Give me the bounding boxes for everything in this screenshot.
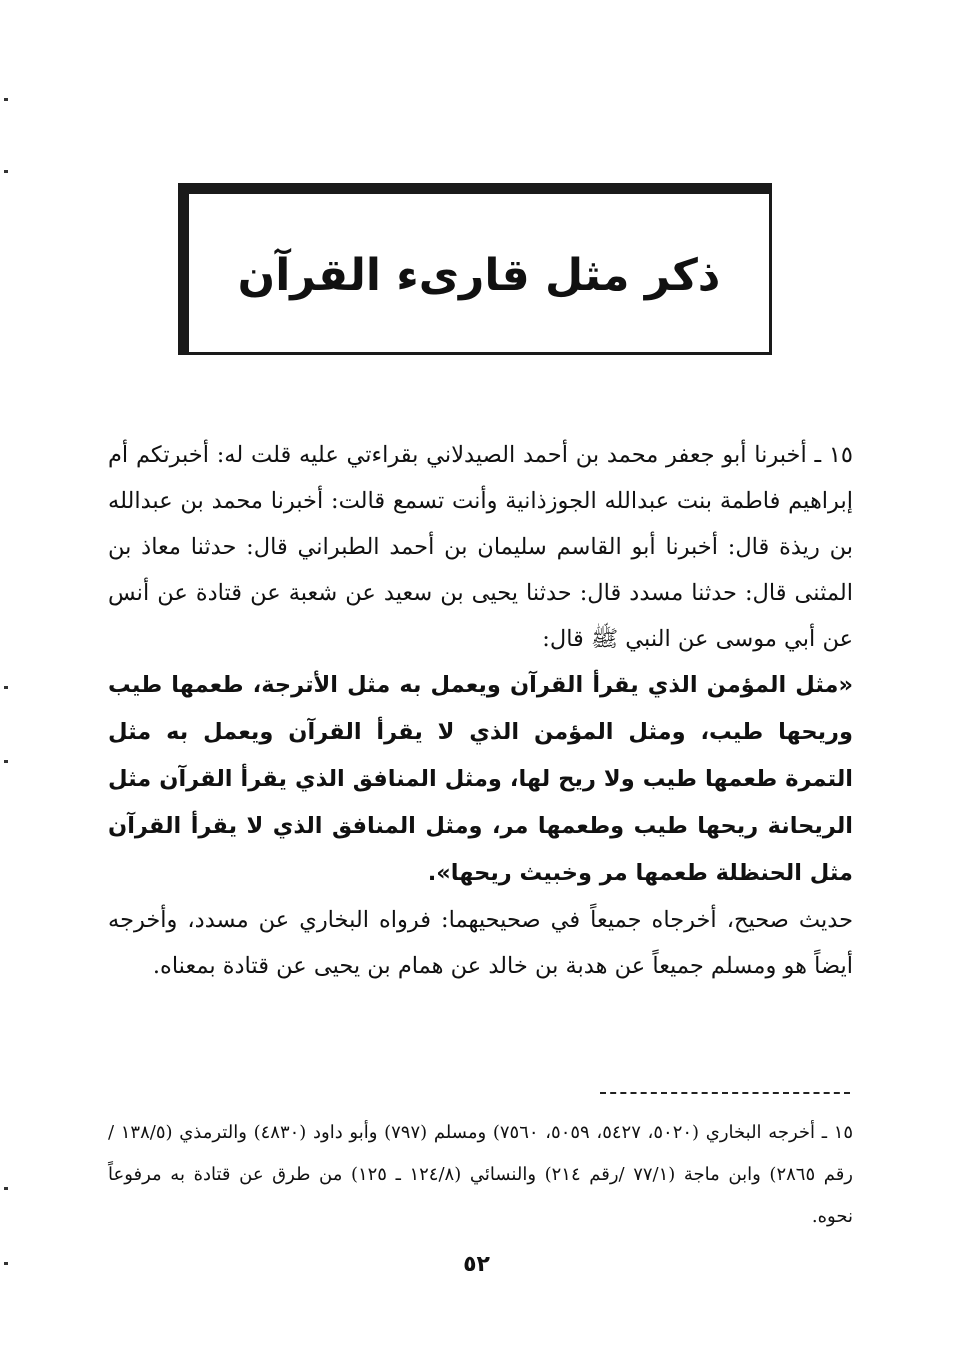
isnad-text: ١٥ ـ أخبرنا أبو جعفر محمد بن أحمد الصيدلاني بقراءتي عليه قلت له: أخبرتكم أم إبراهيم فاطمة بنت عبدالله الجوزذانية وأنت تسمع قالت: أخبرنا محمد بن عبدالله بن ريذة قال: أخبرنا أبو القاسم سليمان بن أحمد الطبراني قال: حدثنا معاذ بن المثنى قال: حدثنا مسدد قال: حدثنا يحيى بن سعيد عن شعبة عن قتادة عن أنس عن أبي موسى عن النبي ﷺ قال: bbox=[108, 442, 853, 652]
isnad-paragraph bbox=[108, 432, 853, 662]
chapter-title: ذكر مثل قارىء القرآن bbox=[237, 249, 721, 301]
hadith-text: «مثل المؤمن الذي يقرأ القرآن ويعمل به مثل الأترجة، طعمها طيب وريحها طيب، ومثل المؤمن الذي لا يقرأ القرآن ويعمل به مثل التمرة طعمها طيب ولا ريح لها، ومثل المنافق الذي يقرأ القرآن مثل الريحانة ريحها طيب وطعمها مر، ومثل المنافق الذي لا يقرأ القرآن مثل الحنظلة طعمها مر وخبيث ريحها». bbox=[108, 672, 853, 886]
scan-mark bbox=[4, 1187, 8, 1190]
scan-mark bbox=[4, 98, 8, 101]
scan-mark bbox=[4, 760, 8, 763]
chapter-title-frame bbox=[178, 183, 772, 355]
footnote bbox=[108, 1112, 853, 1238]
footnote-text: ١٥ ـ أخرجه البخاري (٥٠٢٠، ٥٤٢٧، ٥٠٥٩، ٧٥٦٠) ومسلم (٧٩٧) وأبو داود (٤٨٣٠) والترمذي (١٣٨/٥ /رقم ٢٨٦٥) وابن ماجة (٧٧/١ /رقم ٢١٤) والنسائي (١٢٤/٨ ـ ١٢٥) من طرق عن قتادة به مرفوعاً نحوه. bbox=[108, 1122, 854, 1227]
footnote-separator bbox=[600, 1092, 850, 1094]
scan-mark bbox=[4, 686, 8, 689]
main-text bbox=[108, 432, 853, 989]
grading-paragraph bbox=[108, 897, 853, 989]
page-number: ٥٢ bbox=[463, 1252, 490, 1277]
hadith-paragraph bbox=[108, 662, 853, 897]
scan-mark bbox=[4, 170, 8, 173]
grading-text: حديث صحيح، أخرجاه جميعاً في صحيحيهما: فرواه البخاري عن مسدد، وأخرجه أيضاً هو ومسلم جميعاً عن هدبة بن خالد عن همام بن يحيى عن قتادة بمعناه. bbox=[108, 907, 853, 979]
